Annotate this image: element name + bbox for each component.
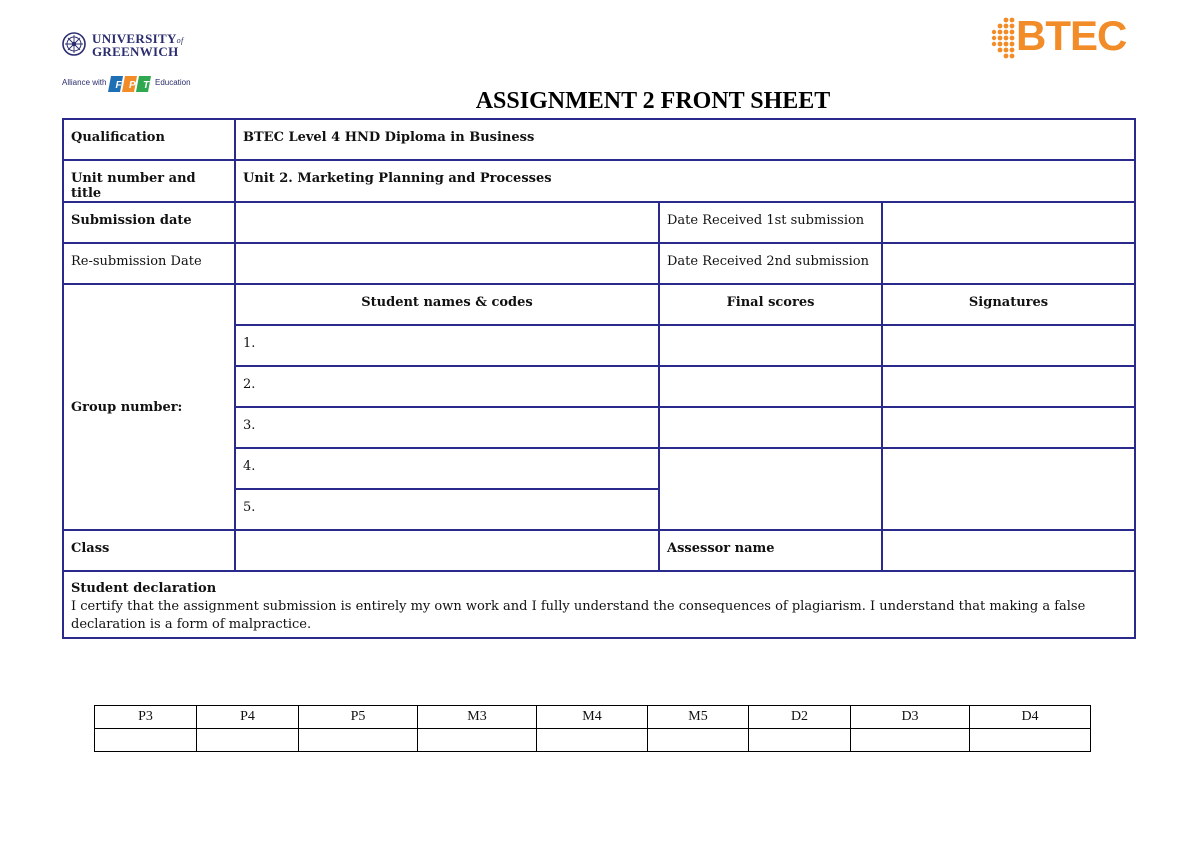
criterion-p4: P4 (197, 706, 299, 729)
greenwich-of: of (176, 36, 184, 45)
student-declaration (63, 571, 1135, 638)
criterion-m5: M5 (648, 706, 749, 729)
criterion-cell[interactable] (197, 729, 299, 752)
criterion-cell[interactable] (95, 729, 197, 752)
criterion-m4: M4 (537, 706, 648, 729)
greenwich-line1: UNIVERSITY (92, 31, 177, 46)
received-2nd-field[interactable] (882, 243, 1135, 284)
unit-row (63, 160, 1135, 202)
declaration-text: I certify that the assignment submission is entirely my own work and I fully understand the consequences of plagiarism. I understand that making a false declaration is a form of malpractice. (71, 599, 1086, 632)
criteria-entry-row (95, 729, 1091, 752)
criterion-cell[interactable] (851, 729, 970, 752)
resubmission-row (63, 243, 1135, 284)
col-signatures: Signatures (882, 284, 1135, 325)
submission-row (63, 202, 1135, 243)
btec-wordmark: BTEC (1016, 12, 1127, 59)
criterion-d3: D3 (851, 706, 970, 729)
page-title: ASSIGNMENT 2 FRONT SHEET (475, 88, 831, 114)
submission-date-label: Submission date (63, 202, 235, 243)
criterion-cell[interactable] (418, 729, 537, 752)
score-cell[interactable] (659, 448, 882, 530)
btec-logo (990, 12, 1140, 60)
unit-label: Unit number and title (63, 160, 235, 202)
student-entry-1[interactable]: 1. (235, 325, 659, 366)
group-header-row (63, 284, 1135, 325)
student-entry-4[interactable]: 4. (235, 448, 659, 489)
signature-cell[interactable] (882, 448, 1135, 530)
criterion-cell[interactable] (970, 729, 1091, 752)
svg-text:F: F (115, 80, 122, 91)
criterion-d2: D2 (749, 706, 851, 729)
criterion-d4: D4 (970, 706, 1091, 729)
received-1st-label: Date Received 1st submission (659, 202, 882, 243)
svg-text:T: T (143, 80, 150, 91)
svg-text:P: P (129, 80, 136, 91)
submission-date-field[interactable] (235, 202, 659, 243)
criteria-table (94, 705, 1091, 752)
resubmission-date-label: Re-submission Date (63, 243, 235, 284)
resubmission-date-field[interactable] (235, 243, 659, 284)
declaration-title: Student declaration (71, 581, 217, 596)
score-cell[interactable] (659, 325, 882, 366)
criteria-header-row (95, 706, 1091, 729)
fpt-suffix: Education (155, 78, 191, 87)
col-final-scores: Final scores (659, 284, 882, 325)
received-2nd-label: Date Received 2nd submission (659, 243, 882, 284)
criterion-cell[interactable] (537, 729, 648, 752)
qualification-value: BTEC Level 4 HND Diploma in Business (235, 119, 1135, 160)
assessor-name-field[interactable] (882, 530, 1135, 571)
front-sheet-table (62, 118, 1136, 639)
col-student-names: Student names & codes (235, 284, 659, 325)
criterion-cell[interactable] (749, 729, 851, 752)
qualification-row (63, 119, 1135, 160)
unit-value: Unit 2. Marketing Planning and Processes (235, 160, 1135, 202)
greenwich-seal-icon (62, 32, 86, 56)
criterion-p5: P5 (299, 706, 418, 729)
signature-cell[interactable] (882, 366, 1135, 407)
class-row (63, 530, 1135, 571)
criterion-m3: M3 (418, 706, 537, 729)
criterion-cell[interactable] (299, 729, 418, 752)
criterion-cell[interactable] (648, 729, 749, 752)
received-1st-field[interactable] (882, 202, 1135, 243)
signature-cell[interactable] (882, 325, 1135, 366)
qualification-label: Qualification (63, 119, 235, 160)
signature-cell[interactable] (882, 407, 1135, 448)
score-cell[interactable] (659, 407, 882, 448)
class-label: Class (63, 530, 235, 571)
group-number-label: Group number: (63, 284, 235, 530)
student-entry-5[interactable]: 5. (235, 489, 659, 530)
greenwich-line2: GREENWICH (92, 44, 179, 59)
student-entry-2[interactable]: 2. (235, 366, 659, 407)
assessor-name-label: Assessor name (659, 530, 882, 571)
class-field[interactable] (235, 530, 659, 571)
fpt-prefix: Alliance with (62, 78, 107, 87)
score-cell[interactable] (659, 366, 882, 407)
criterion-p3: P3 (95, 706, 197, 729)
greenwich-logo (62, 30, 202, 60)
student-entry-3[interactable]: 3. (235, 407, 659, 448)
declaration-row (63, 571, 1135, 638)
